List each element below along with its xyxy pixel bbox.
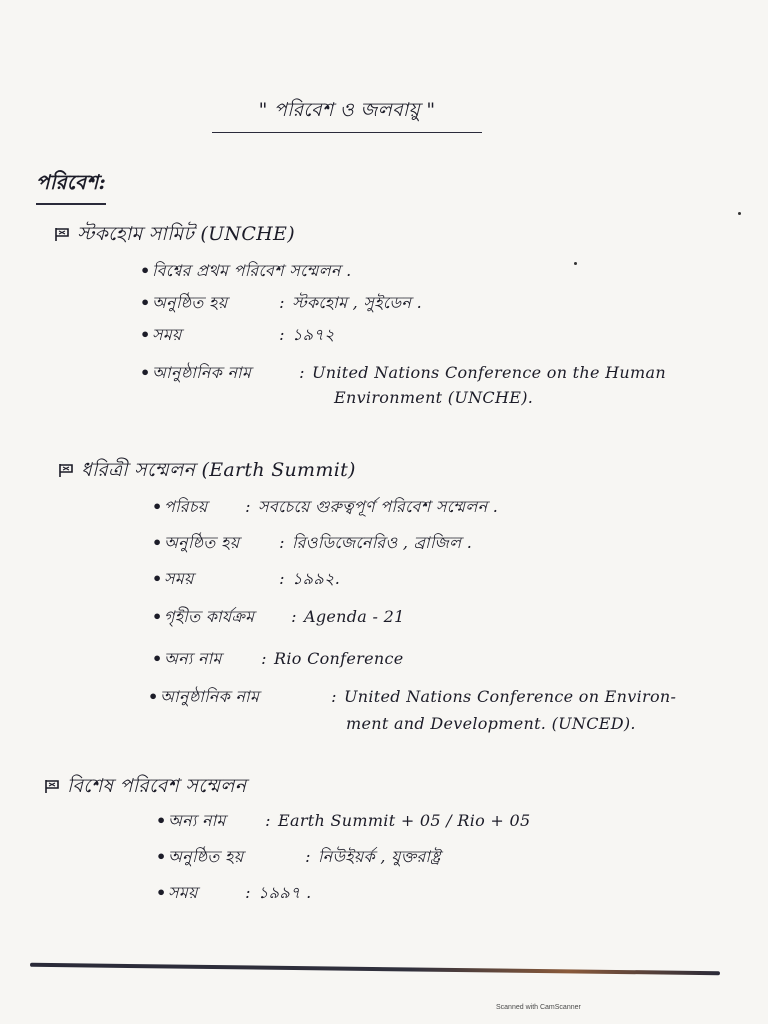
item-value: Earth Summit + 05 / Rio + 05 [278, 811, 531, 830]
ink-speck [738, 212, 741, 215]
list-item: •আনুষ্ঠানিক নাম : United Nations Conference on the Human [140, 360, 666, 387]
item-value-continuation: Environment (UNCHE). [334, 388, 534, 407]
list-item: •অনুষ্ঠিত হয় : নিউইয়র্ক , যুক্তরাষ্ট্র [156, 844, 441, 871]
conference-title [54, 220, 295, 252]
flag-icon [44, 779, 61, 794]
conference-title-text: স্টকহোম সামিট (UNCHE) [77, 223, 295, 245]
list-item: •পরিচয় : সবচেয়ে গুরুত্বপূর্ণ পরিবেশ সম্মেলন . [152, 494, 498, 521]
bottom-rule [30, 963, 720, 975]
item-value: ১৯৭২ [292, 325, 335, 344]
list-item: •অন্য নাম : Rio Conference [152, 646, 404, 673]
item-label: সময় [152, 325, 182, 344]
item-value: Agenda - 21 [304, 607, 405, 626]
conference-title [44, 772, 246, 804]
item-value-continuation: ment and Development. (UNCED). [346, 714, 636, 733]
item-label: সময় [164, 569, 194, 588]
list-item: •অন্য নাম : Earth Summit + 05 / Rio + 05 [156, 808, 530, 835]
item-label: অন্য নাম [164, 649, 222, 668]
list-item: •সময় : ১৯৭২ [140, 322, 335, 349]
list-item: •সময় : ১৯৯২. [152, 566, 340, 593]
item-label: অন্য নাম [168, 811, 226, 830]
ink-speck [574, 262, 577, 265]
list-item: •বিশ্বের প্রথম পরিবেশ সম্মেলন . [140, 258, 352, 285]
item-label: অনুষ্ঠিত হয় [152, 293, 228, 312]
conference-title [58, 456, 356, 488]
flag-icon [54, 227, 71, 242]
item-label: গৃহীত কার্যক্রম [164, 607, 255, 626]
item-label: অনুষ্ঠিত হয় [168, 847, 244, 866]
conference-title-text: ধরিত্রী সম্মেলন (Earth Summit) [81, 459, 356, 481]
list-item: •অনুষ্ঠিত হয় : স্টকহোম , সুইডেন . [140, 290, 422, 317]
page-title: " পরিবেশ ও জলবায়ু " [212, 96, 482, 133]
item-label: অনুষ্ঠিত হয় [164, 533, 240, 552]
item-value: ১৯৯২. [292, 569, 341, 588]
section-heading: পরিবেশ: [36, 168, 106, 205]
scanner-watermark: Scanned with CamScanner [496, 1004, 581, 1011]
item-value: United Nations Conference on Environ- [344, 687, 677, 706]
item-label: বিশ্বের প্রথম পরিবেশ সম্মেলন . [152, 261, 352, 280]
item-value: United Nations Conference on the Human [312, 363, 666, 382]
list-item: •অনুষ্ঠিত হয় : রিওডিজেনেরিও , ব্রাজিল . [152, 530, 472, 557]
list-item: •গৃহীত কার্যক্রম : Agenda - 21 [152, 604, 405, 631]
item-value: Rio Conference [274, 649, 404, 668]
item-value: সবচেয়ে গুরুত্বপূর্ণ পরিবেশ সম্মেলন . [258, 497, 499, 516]
conference-title-text: বিশেষ পরিবেশ সম্মেলন [67, 775, 247, 797]
item-label: সময় [168, 883, 198, 902]
list-item: •আনুষ্ঠানিক নাম : United Nations Conference on Environ- [148, 684, 676, 711]
item-value: ১৯৯৭ . [258, 883, 312, 902]
flag-icon [58, 463, 75, 478]
item-value: স্টকহোম , সুইডেন . [292, 293, 423, 312]
item-label: আনুষ্ঠানিক নাম [152, 363, 252, 382]
item-label: পরিচয় [164, 497, 208, 516]
item-label: আনুষ্ঠানিক নাম [160, 687, 260, 706]
item-value: রিওডিজেনেরিও , ব্রাজিল . [292, 533, 473, 552]
list-item: •সময় : ১৯৯৭ . [156, 880, 312, 907]
item-value: নিউইয়র্ক , যুক্তরাষ্ট্র [318, 847, 441, 866]
